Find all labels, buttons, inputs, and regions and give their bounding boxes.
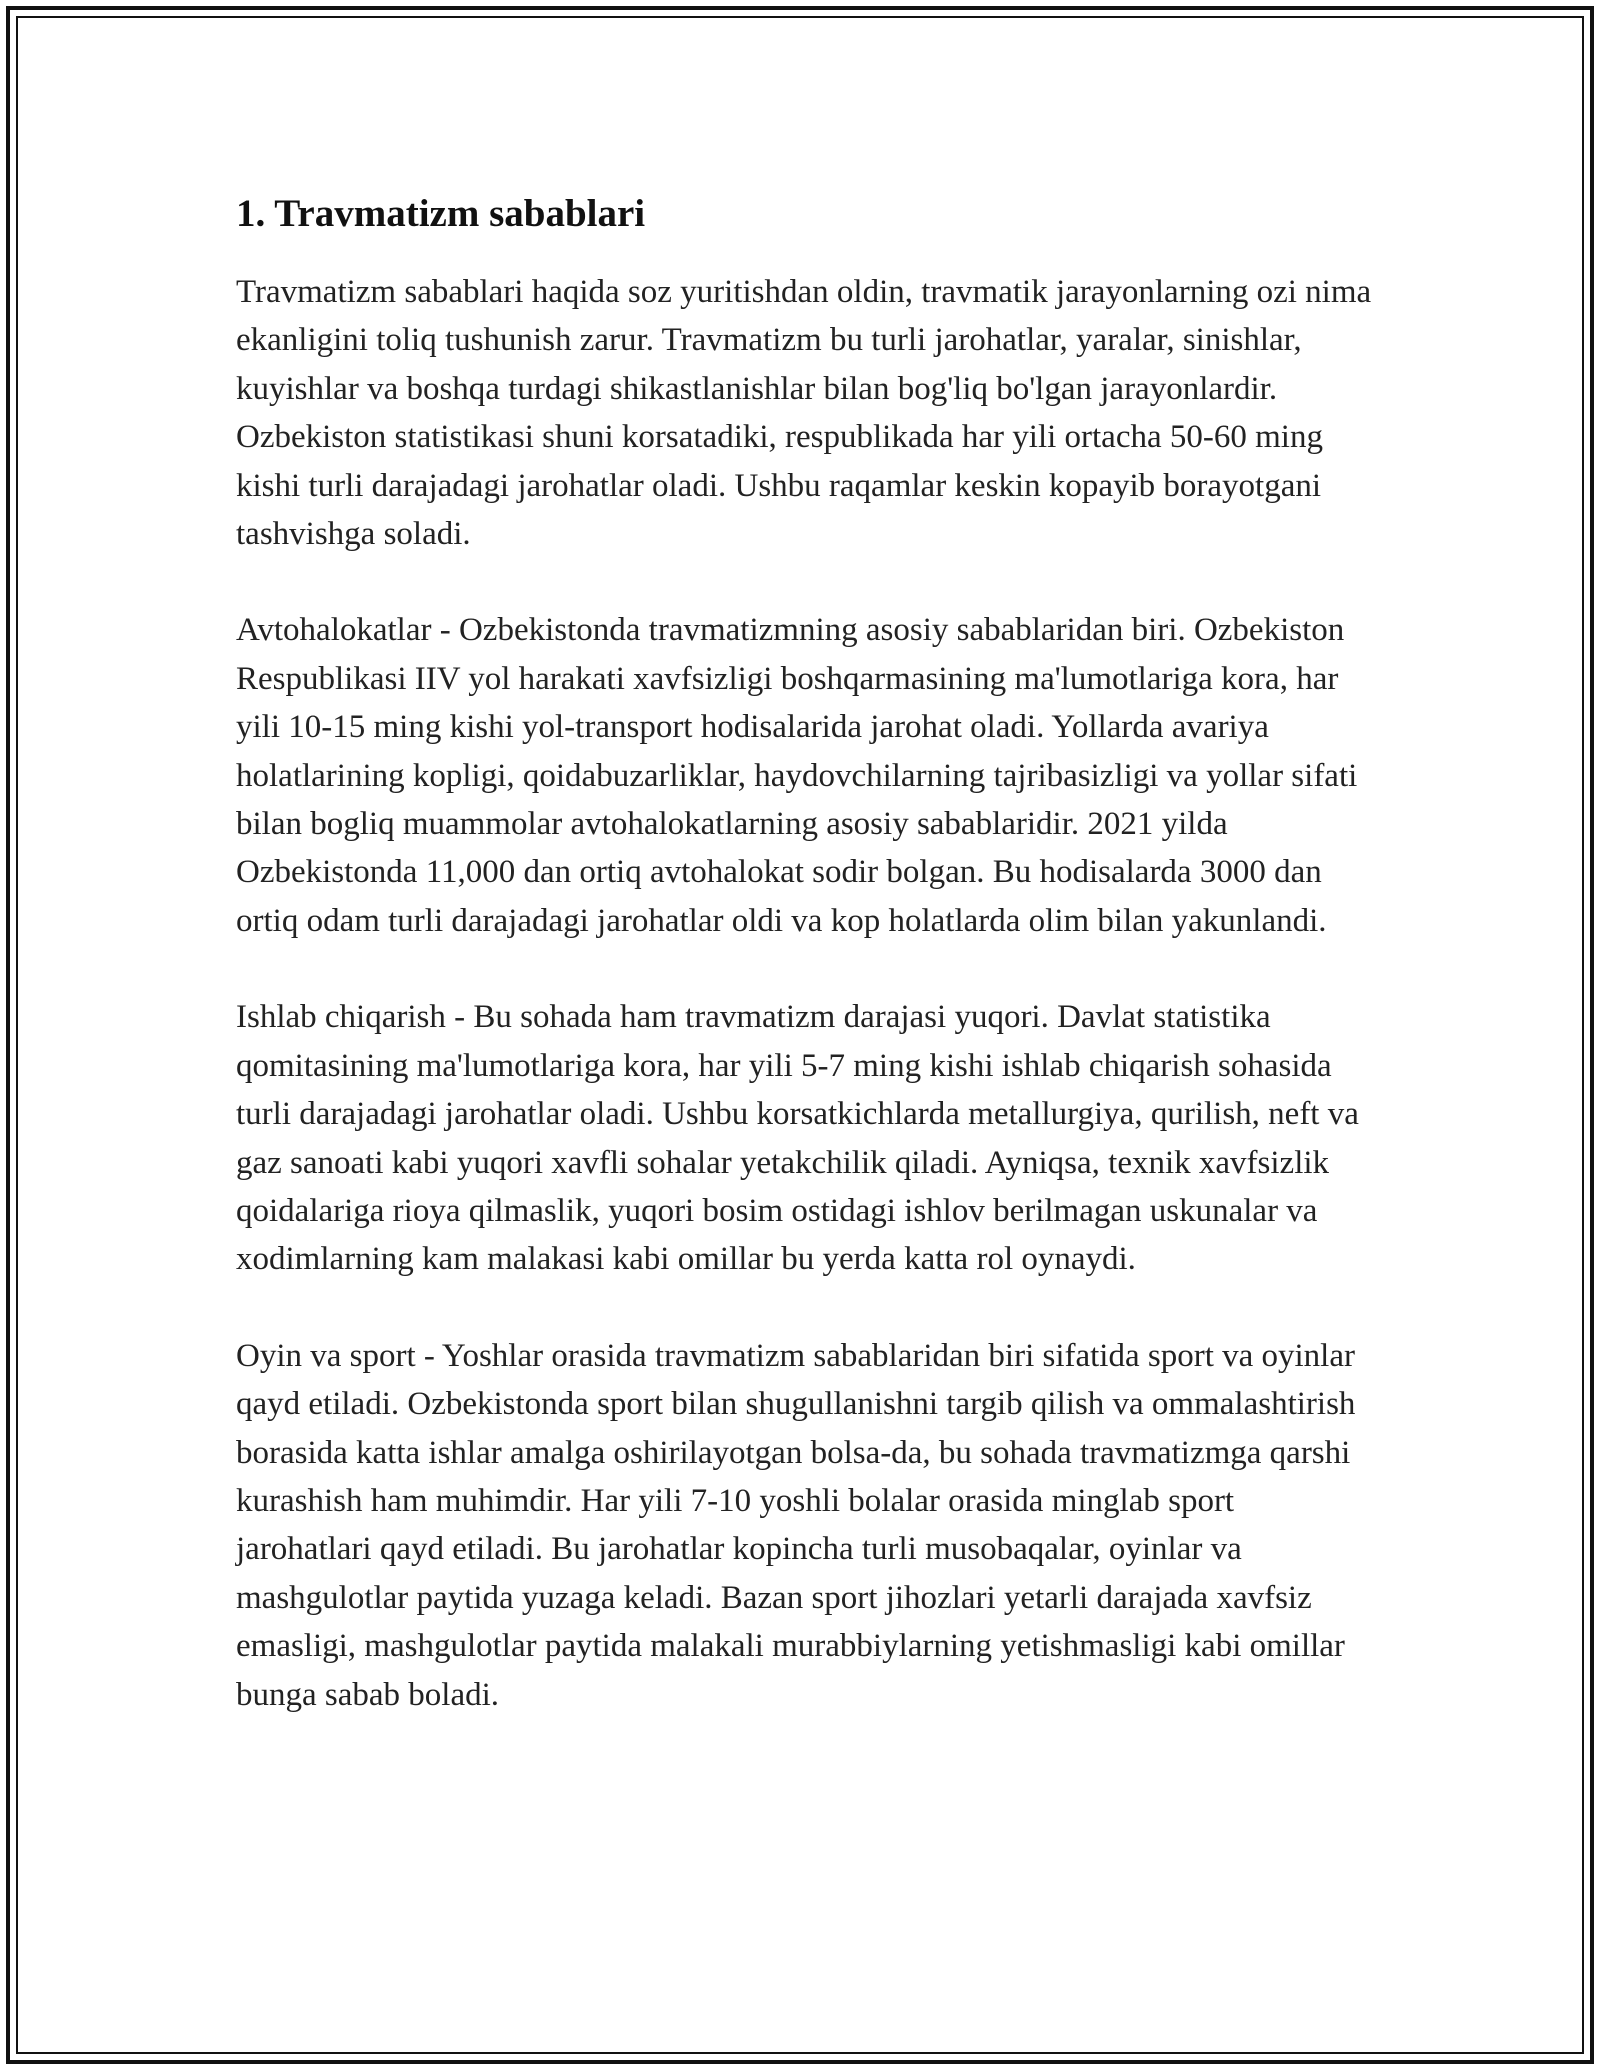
paragraph-car-accidents: Avtohalokatlar - Ozbekistonda travmatizmning asosiy sabablaridan biri. Ozbekiston Respublikasi IIV yol harakati xavfsizligi boshqarmasining ma'lumotlariga kora, har yili 10-15 ming kishi yol-transport hodisalarida jarohat oladi. Yollarda avariya holatlarining kopligi, qoidabuzarliklar, haydovchilarning tajribasizligi va yollar sifati bilan bogliq muammolar avtohalokatlarning asosiy sabablaridir. 2021 yilda Ozbekistonda 11,000 dan ortiq avtohalokat sodir bolgan. Bu hodisalarda 3000 dan ortiq odam turli darajadagi jarohatlar oldi va kop holatlarda olim bilan yakunlandi. [236,612,1358,939]
section-heading: 1. Travmatizm sabablari [236,192,646,235]
paragraph-industry: Ishlab chiqarish - Bu sohada ham travmatizm darajasi yuqori. Davlat statistika qomitasining ma'lumotlariga kora, har yili 5-7 ming kishi ishlab chiqarish sohasida turli darajadagi jarohatlar oladi. Ushbu korsatkichlarda metallurgiya, qurilish, neft va gaz sanoati kabi yuqori xavfli sohalar yetakchilik qiladi. Ayniqsa, texnik xavfsizlik qoidalariga rioya qilmaslik, yuqori bosim ostidagi ishlov berilmagan uskunalar va xodimlarning kam malakasi kabi omillar bu yerda katta rol oynaydi. [236,999,1359,1278]
paragraph-intro: Travmatizm sabablari haqida soz yuritishdan oldin, travmatik jarayonlarning ozi nima ekanligini toliq tushunish zarur. Travmatizm bu turli jarohatlar, yaralar, sinishlar, kuyishlar va boshqa turdagi shikastlanishlar bilan bog'liq bo'lgan jarayonlardir. Ozbekiston statistikasi shuni korsatadiki, respublikada har yili ortacha 50-60 ming kishi turli darajadagi jarohatlar oladi. Ushbu raqamlar keskin kopayib borayotgani tashvishga soladi. [236,274,1372,553]
paragraph-sport: Oyin va sport - Yoshlar orasida travmatizm sabablaridan biri sifatida sport va oyinlar qayd etiladi. Ozbekistonda sport bilan shugullanishni targib qilish va ommalashtirish borasida katta ishlar amalga oshirilayotgan bolsa-da, bu sohada travmatizmga qarshi kurashish ham muhimdir. Har yili 7-10 yoshli bolalar orasida minglab sport jarohatlari qayd etiladi. Bu jarohatlar kopincha turli musobaqalar, oyinlar va mashgulotlar paytida yuzaga keladi. Bazan sport jihozlari yetarli darajada xavfsiz emasligi, mashgulotlar paytida malakali murabbiylarning yetishmasligi kabi omillar bunga sabab boladi. [236,1337,1356,1713]
document-body [236,186,1376,1767]
